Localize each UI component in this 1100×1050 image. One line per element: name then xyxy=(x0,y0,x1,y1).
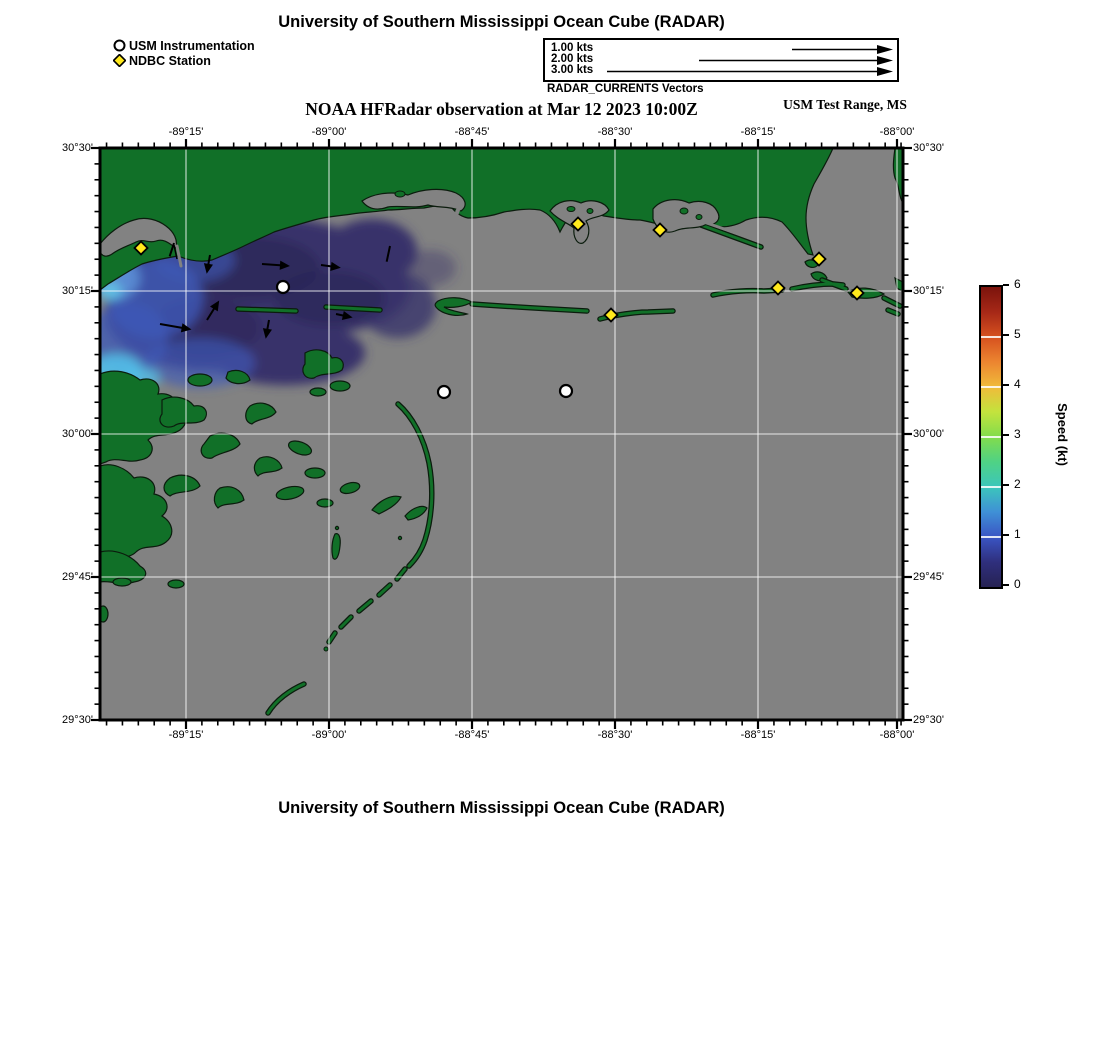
marker-legend xyxy=(113,38,255,68)
colorbar-tick-label: 4 xyxy=(1014,377,1021,391)
vector-scale-label-2: 2.00 kts xyxy=(551,53,594,65)
colorbar-gridline xyxy=(981,336,1001,338)
lat-label-right: 30°30' xyxy=(913,142,944,154)
lat-label-right: 29°45' xyxy=(913,571,944,583)
colorbar-gridline xyxy=(981,536,1001,538)
diamond-marker-icon xyxy=(113,54,126,67)
colorbar-tick-label: 1 xyxy=(1014,527,1021,541)
scale-arrow xyxy=(699,56,893,65)
colorbar-tick-label: 5 xyxy=(1014,327,1021,341)
lon-label-bottom: -88°15' xyxy=(740,729,776,741)
lon-label-top: -88°15' xyxy=(740,126,776,138)
colorbar-tick xyxy=(1003,434,1009,436)
lon-label-bottom: -88°30' xyxy=(597,729,633,741)
lat-label-left: 30°00' xyxy=(62,428,93,440)
lon-label-top: -89°15' xyxy=(168,126,204,138)
lon-label-bottom: -89°15' xyxy=(168,729,204,741)
vector-scale-caption: RADAR_CURRENTS Vectors xyxy=(547,83,704,95)
vector-scale-label-3: 3.00 kts xyxy=(551,64,594,76)
lon-label-top: -88°45' xyxy=(454,126,490,138)
colorbar-tick xyxy=(1003,584,1009,586)
colorbar-tick xyxy=(1003,334,1009,336)
lat-label-left: 30°15' xyxy=(62,285,93,297)
colorbar-tick-label: 2 xyxy=(1014,477,1021,491)
colorbar-tick xyxy=(1003,484,1009,486)
colorbar-gridline xyxy=(981,436,1001,438)
lat-label-left: 29°30' xyxy=(62,714,93,726)
legend-row-usm xyxy=(113,38,255,53)
map-subtitle: NOAA HFRadar observation at Mar 12 2023 10:00Z xyxy=(305,99,698,119)
vector-scale-arrows xyxy=(545,40,897,80)
usm-instrumentation-marker xyxy=(277,281,289,293)
legend-label-usm: USM Instrumentation xyxy=(129,38,255,53)
lon-label-bottom: -88°00' xyxy=(879,729,915,741)
colorbar-tick-label: 3 xyxy=(1014,427,1021,441)
colorbar-gridline xyxy=(981,386,1001,388)
circle-marker-icon xyxy=(113,39,126,52)
map xyxy=(88,138,915,730)
usm-instrumentation-marker xyxy=(560,385,572,397)
colorbar-tick-label: 0 xyxy=(1014,577,1021,591)
lat-label-right: 29°30' xyxy=(913,714,944,726)
colorbar xyxy=(979,277,1089,591)
lat-label-right: 30°15' xyxy=(913,285,944,297)
colorbar-tick xyxy=(1003,284,1009,286)
vector-scale-box xyxy=(543,38,899,82)
footer-title: University of Southern Mississippi Ocean Cube (RADAR) xyxy=(278,799,725,817)
colorbar-gridline xyxy=(981,486,1001,488)
lon-label-top: -88°30' xyxy=(597,126,633,138)
scale-arrow xyxy=(792,45,893,54)
colorbar-title: Speed (kt) xyxy=(1054,403,1070,466)
usm-instrumentation-marker xyxy=(438,386,450,398)
legend-label-ndbc: NDBC Station xyxy=(129,53,211,68)
range-label: USM Test Range, MS xyxy=(783,97,907,112)
vector-scale-label-1: 1.00 kts xyxy=(551,42,594,54)
colorbar-tick-label: 6 xyxy=(1014,277,1021,291)
lat-label-left: 30°30' xyxy=(62,142,93,154)
page-title: University of Southern Mississippi Ocean Cube (RADAR) xyxy=(278,13,725,31)
lon-label-bottom: -89°00' xyxy=(311,729,347,741)
colorbar-tick xyxy=(1003,384,1009,386)
scale-arrow xyxy=(607,67,893,76)
lon-label-top: -88°00' xyxy=(879,126,915,138)
lon-label-bottom: -88°45' xyxy=(454,729,490,741)
lat-label-right: 30°00' xyxy=(913,428,944,440)
colorbar-tick xyxy=(1003,534,1009,536)
lat-label-left: 29°45' xyxy=(62,571,93,583)
colorbar-gradient xyxy=(979,285,1003,589)
legend-row-ndbc xyxy=(113,53,255,68)
lon-label-top: -89°00' xyxy=(311,126,347,138)
